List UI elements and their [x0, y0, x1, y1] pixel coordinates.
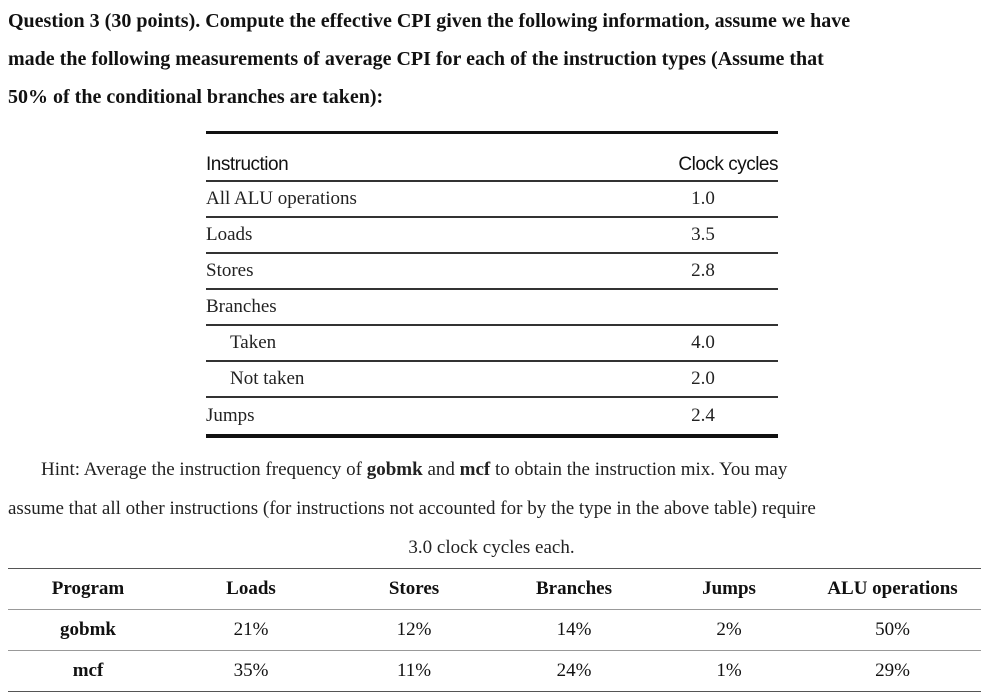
- mix-loads-cell: 35%: [168, 651, 334, 692]
- hint-prefix: Hint: Average the instruction frequency of: [41, 459, 367, 480]
- hint-mid: and: [422, 459, 460, 480]
- table-row: [206, 289, 778, 325]
- question-line-2: made the following measurements of average CPI for each of the instruction types (Assume that: [8, 48, 824, 70]
- mix-alu-cell: 50%: [804, 610, 981, 651]
- mix-table-header-row: [8, 569, 981, 610]
- question-line-3: 50% of the conditional branches are taken):: [8, 86, 384, 108]
- mix-header-loads: Loads: [168, 569, 334, 610]
- cpi-cycles-cell: 2.4: [691, 405, 715, 426]
- mix-stores-cell: 11%: [334, 651, 494, 692]
- cpi-cycles-cell: 3.5: [628, 217, 778, 253]
- cpi-header-cycles: Clock cycles: [628, 133, 778, 182]
- cpi-instruction-cell: All ALU operations: [206, 181, 628, 217]
- hint-bold-gobmk: gobmk: [366, 459, 423, 480]
- hint-text: [8, 450, 983, 567]
- hint-line-1: [8, 450, 983, 489]
- mix-program-cell: mcf: [8, 651, 168, 692]
- cpi-instruction-cell: Taken: [206, 325, 628, 361]
- cpi-instruction-cell: Loads: [206, 217, 628, 253]
- mix-jumps-cell: 1%: [654, 651, 804, 692]
- hint-line-3: 3.0 clock cycles each.: [408, 537, 575, 558]
- mix-jumps-cell: 2%: [654, 610, 804, 651]
- cpi-cycles-cell: 1.0: [628, 181, 778, 217]
- table-row: [206, 253, 778, 289]
- table-row: [8, 610, 981, 651]
- mix-branches-cell: 14%: [494, 610, 654, 651]
- hint-bold-mcf: mcf: [459, 459, 491, 480]
- cpi-instruction-cell: Stores: [206, 253, 628, 289]
- question-line-1: Question 3 (30 points). Compute the effective CPI given the following information, assume we have: [8, 10, 851, 32]
- cpi-table: [206, 131, 778, 438]
- cpi-instruction-cell: Jumps: [206, 405, 255, 426]
- mix-header-program: Program: [8, 569, 168, 610]
- table-row: [8, 651, 981, 692]
- table-row: [206, 217, 778, 253]
- question-text: [8, 2, 978, 116]
- cpi-cycles-cell: [628, 289, 778, 325]
- cpi-cycles-cell: 4.0: [628, 325, 778, 361]
- cpi-cycles-cell: 2.8: [628, 253, 778, 289]
- table-row: [206, 181, 778, 217]
- mix-loads-cell: 21%: [168, 610, 334, 651]
- mix-header-jumps: Jumps: [654, 569, 804, 610]
- mix-program-cell: gobmk: [8, 610, 168, 651]
- mix-stores-cell: 12%: [334, 610, 494, 651]
- mix-header-stores: Stores: [334, 569, 494, 610]
- mix-branches-cell: 24%: [494, 651, 654, 692]
- mix-alu-cell: 29%: [804, 651, 981, 692]
- cpi-instruction-cell: Branches: [206, 289, 628, 325]
- mix-header-branches: Branches: [494, 569, 654, 610]
- mix-header-alu: ALU operations: [804, 569, 981, 610]
- table-row: [206, 397, 778, 436]
- table-row: [206, 325, 778, 361]
- hint-suffix: to obtain the instruction mix. You may: [490, 459, 788, 480]
- instruction-mix-table: [8, 568, 981, 692]
- cpi-cycles-cell: 2.0: [628, 361, 778, 397]
- cpi-header-instruction: Instruction: [206, 133, 628, 182]
- table-row: [206, 361, 778, 397]
- cpi-table-header-row: [206, 133, 778, 182]
- hint-line-2: assume that all other instructions (for instructions not accounted for by the type in the above table) require: [8, 498, 816, 519]
- cpi-instruction-cell: Not taken: [206, 361, 628, 397]
